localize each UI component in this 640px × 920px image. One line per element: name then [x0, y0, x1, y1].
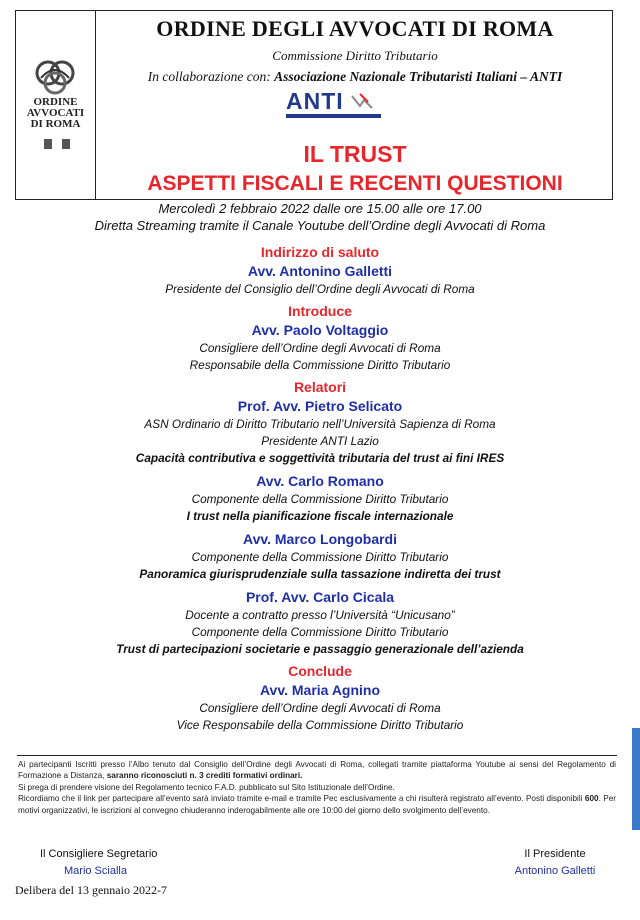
speaker-role: Componente della Commissione Diritto Tributario — [191, 492, 449, 506]
notes-block — [18, 759, 616, 816]
speaker-name: Prof. Avv. Carlo Cicala — [245, 589, 395, 605]
event-title — [96, 139, 614, 199]
speaker-name: Avv. Marco Longobardi — [242, 531, 397, 547]
speaker-topic: Panoramica giurisprudenziale sulla tassazione indiretta dei trust — [139, 567, 501, 581]
collaboration-prefix: In collaborazione con: — [147, 69, 275, 84]
credits-note — [18, 759, 616, 782]
intro-speaker: Avv. Paolo Voltaggio — [251, 322, 389, 338]
closing-speaker: Avv. Maria Agnino — [259, 682, 381, 698]
anti-logo-mark-icon — [350, 92, 376, 112]
resolution-reference: Delibera del 13 gennaio 2022-7 — [15, 883, 167, 897]
logo-text — [16, 97, 95, 130]
credits-note-bold: saranno riconosciuti n. 3 crediti formativi ordinari. — [106, 771, 303, 781]
closing-role: Consigliere dell’Ordine degli Avvocati di Roma — [199, 701, 441, 715]
logo-text-line: AVVOCATI — [26, 107, 85, 119]
speaker-role: Componente della Commissione Diritto Tributario — [191, 625, 449, 639]
event-date-block — [0, 200, 640, 234]
greeting-speaker: Avv. Antonino Galletti — [247, 263, 393, 279]
signature-title: Il Consigliere Segretario — [40, 848, 158, 860]
signature-name: Mario Scialla — [64, 865, 127, 877]
speaker-topic: Capacità contributiva e soggettività tributaria del trust ai fini IRES — [135, 451, 505, 465]
regulation-note: Si prega di prendere visione del Regolamento tecnico F.A.D. pubblicato sul Sito Istituzionale dell’Ordine. — [18, 782, 395, 792]
speaker-role: Docente a contratto presso l’Università “Unicusano” — [185, 608, 455, 622]
speaker-role: ASN Ordinario di Diritto Tributario nell’Università Sapienza di Roma — [144, 417, 496, 431]
anti-logo — [286, 88, 396, 116]
closing-heading: Conclude — [288, 663, 352, 679]
collaboration-line — [96, 69, 614, 85]
signature-name: Antonino Galletti — [514, 865, 596, 877]
seats-available: 600 — [584, 794, 599, 804]
organization-title: ORDINE DEGLI AVVOCATI DI ROMA — [156, 16, 554, 41]
intro-heading: Introduce — [288, 303, 352, 319]
logo-text-line: DI ROMA — [30, 118, 81, 130]
speaker-role: Componente della Commissione Diritto Tributario — [191, 550, 449, 564]
notes-divider — [17, 755, 617, 756]
side-tab-marker — [632, 728, 640, 830]
signature-title: Il Presidente — [524, 848, 586, 860]
speaker-role: Presidente ANTI Lazio — [261, 434, 379, 448]
event-title-main: IL TRUST — [303, 141, 407, 167]
program — [0, 243, 640, 734]
speaker-topic: I trust nella pianificazione fiscale internazionale — [186, 509, 454, 523]
logo-column — [16, 11, 96, 199]
credits-note-text: Ai partecipanti Iscritti presso l’Albo tenuto dal Consiglio dell’Ordine degli Avvocati di Roma, collegati tramite piattaforma Youtube ai sensi del Regolamento di Formazione a Distanza, — [18, 760, 616, 781]
intro-role: Consigliere dell’Ordine degli Avvocati di Roma — [199, 341, 441, 355]
signature-president — [480, 846, 630, 880]
greeting-role: Presidente del Consiglio dell’Ordine degli Avvocati di Roma — [165, 282, 475, 296]
registration-note-text: Ricordiamo che il link per partecipare all’evento sarà inviato tramite e-mail e tramite Pec esclusivamente a chi risulterà registrato all’evento. Posti disponibili — [18, 794, 585, 804]
speaker-name: Prof. Avv. Pietro Selicato — [237, 398, 403, 414]
bar-association-logo-icon — [31, 58, 79, 96]
speaker-topic: Trust di partecipazioni societarie e passaggio generazionale dell’azienda — [116, 642, 524, 656]
collaboration-organization: Associazione Nazionale Tributaristi Italiani – ANTI — [274, 69, 563, 84]
header-box — [15, 10, 613, 200]
speakers-heading: Relatori — [293, 379, 347, 395]
greeting-heading: Indirizzo di saluto — [260, 244, 380, 260]
signature-secretary — [40, 846, 200, 880]
closing-role: Vice Responsabile della Commissione Diritto Tributario — [176, 718, 464, 732]
intro-role: Responsabile della Commissione Diritto Tributario — [189, 358, 451, 372]
registration-note-text: . Per motivi organizzativi, le iscrizioni al convegno chiuderanno inderogabilmente alle ore 10:00 del giorno dello svolgimento dell’evento. — [18, 794, 617, 815]
speaker-name: Avv. Carlo Romano — [256, 473, 384, 489]
anti-logo-text: ANTI — [286, 88, 344, 114]
event-title-subtitle: ASPETTI FISCALI E RECENTI QUESTIONI — [147, 172, 563, 195]
logo-marks-icon — [40, 139, 74, 149]
event-date: Mercoledì 2 febbraio 2022 dalle ore 15.00 alle ore 17.00 — [158, 201, 482, 216]
logo-text-line: ORDINE — [33, 96, 78, 108]
commission-name: Commissione Diritto Tributario — [272, 48, 438, 63]
registration-note — [18, 793, 616, 816]
event-stream-info: Diretta Streaming tramite il Canale Youtube dell’Ordine degli Avvocati di Roma — [94, 218, 546, 233]
anti-logo-bar — [286, 114, 381, 118]
